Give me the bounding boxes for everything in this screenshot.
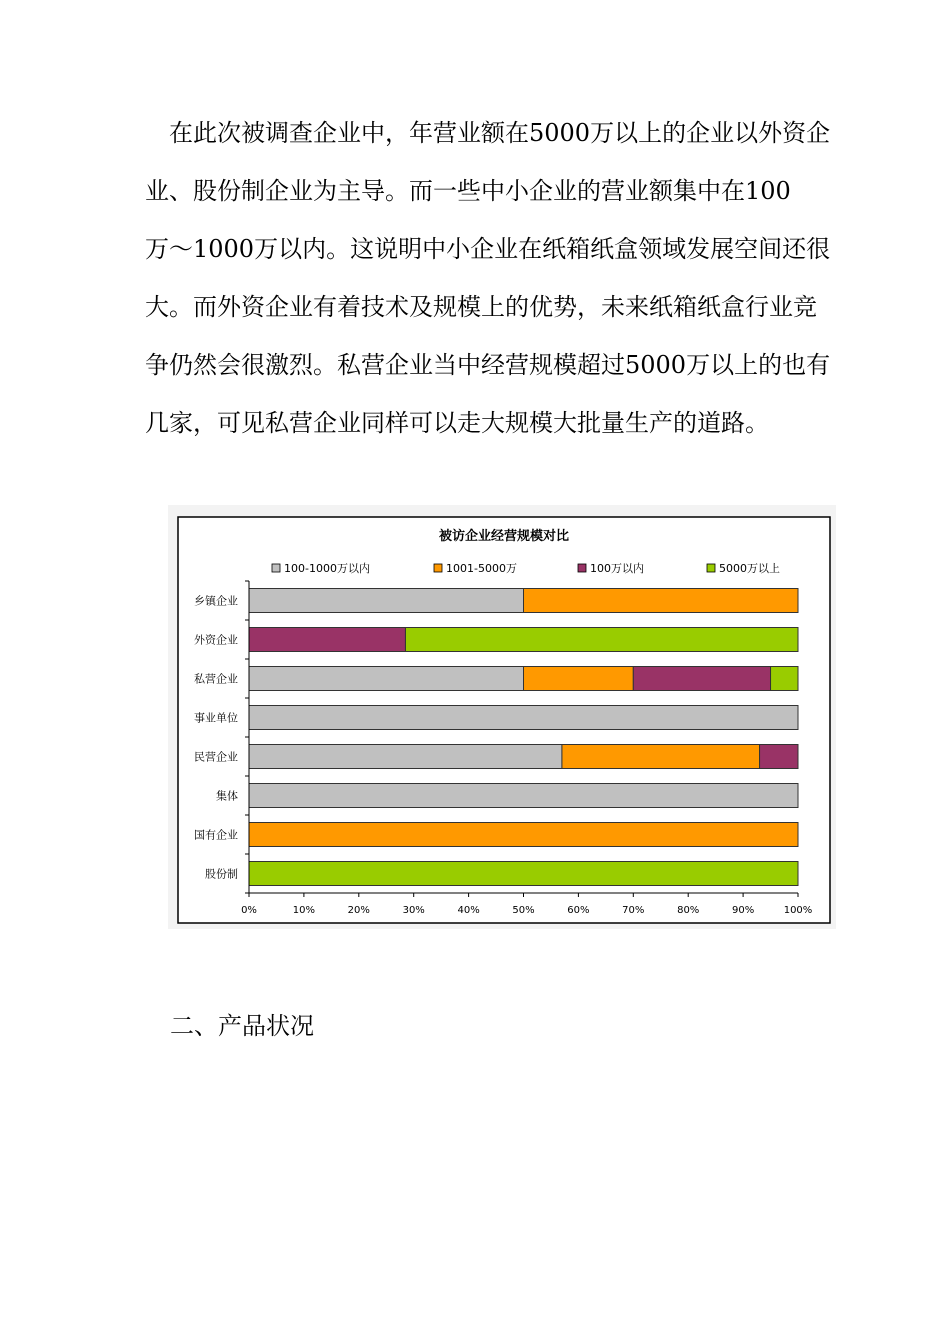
paragraph-line: 在此次被调查企业中，年营业额在5000万以上的企业以外资企	[169, 119, 831, 147]
legend-label: 1001-5000万	[446, 562, 517, 575]
bar-segment	[562, 745, 760, 769]
legend-swatch	[707, 564, 715, 572]
bar-segment	[249, 589, 524, 613]
legend-label: 5000万以上	[719, 562, 780, 575]
category-label: 国有企业	[194, 828, 238, 842]
category-label: 乡镇企业	[194, 594, 238, 608]
chart-title: 被访企业经营规模对比	[438, 529, 570, 544]
x-tick-label: 50%	[512, 905, 535, 916]
legend-swatch	[434, 564, 442, 572]
paragraph-line: 业、股份制企业为主导。而一些中小企业的营业额集中在100	[145, 177, 791, 205]
bar-segment	[249, 667, 524, 691]
category-label: 事业单位	[194, 711, 238, 725]
x-tick-label: 40%	[457, 905, 480, 916]
category-label: 民营企业	[194, 750, 238, 764]
category-label: 私营企业	[194, 672, 238, 686]
bar-segment	[249, 823, 798, 847]
bar-segment	[633, 667, 770, 691]
bar-segment	[249, 628, 405, 652]
category-label: 集体	[216, 789, 238, 803]
legend-label: 100万以内	[590, 562, 644, 575]
legend-label: 100-1000万以内	[284, 562, 370, 575]
x-tick-label: 0%	[241, 905, 257, 916]
chart-figure	[168, 505, 836, 929]
x-tick-label: 60%	[567, 905, 590, 916]
x-tick-label: 10%	[292, 905, 316, 916]
x-tick-label: 90%	[731, 905, 755, 916]
x-tick-label: 100%	[783, 905, 813, 916]
stacked-bar-chart	[168, 505, 836, 929]
bar-segment	[405, 628, 798, 652]
category-label: 股份制	[205, 867, 238, 881]
bar-segment	[524, 589, 799, 613]
bar-segment	[771, 667, 798, 691]
x-tick-label: 70%	[622, 905, 645, 916]
paragraph-line: 万～1000万以内。这说明中小企业在纸箱纸盒领域发展空间还很	[145, 235, 831, 263]
body-paragraph	[145, 104, 875, 452]
bar-segment	[249, 745, 562, 769]
bar-segment	[249, 706, 798, 730]
paragraph-line: 大。而外资企业有着技术及规模上的优势，未来纸箱纸盒行业竞	[145, 293, 817, 321]
legend-swatch	[578, 564, 586, 572]
x-tick-label: 30%	[402, 905, 425, 916]
x-tick-label: 80%	[677, 905, 700, 916]
bar-segment	[760, 745, 798, 769]
section-heading: 二、产品状况	[170, 1012, 314, 1040]
bar-segment	[249, 862, 798, 886]
legend-swatch	[272, 564, 280, 572]
bar-segment	[249, 784, 798, 808]
x-tick-label: 20%	[347, 905, 370, 916]
bar-segment	[524, 667, 634, 691]
paragraph-line: 几家，可见私营企业同样可以走大规模大批量生产的道路。	[145, 409, 769, 437]
category-label: 外资企业	[194, 633, 238, 647]
paragraph-line: 争仍然会很激烈。私营企业当中经营规模超过5000万以上的也有	[145, 351, 831, 379]
